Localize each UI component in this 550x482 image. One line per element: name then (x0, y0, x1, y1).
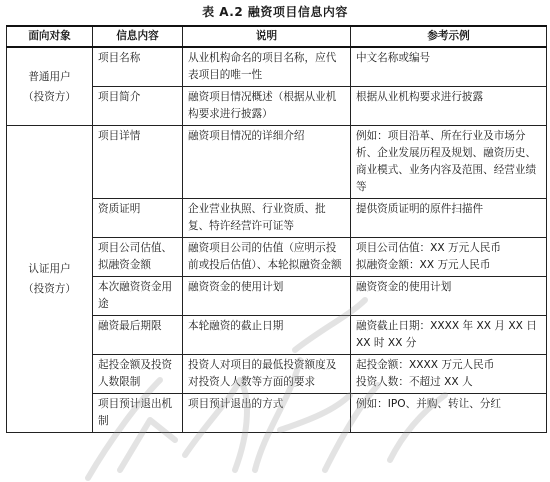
description-cell: 融资项目公司的估值（应明示投前或投后估值）、本轮拟融资金额 (183, 238, 351, 277)
header-item: 信息内容 (93, 26, 183, 47)
item-cell: 本次融资资金用途 (93, 277, 183, 316)
header-row (7, 26, 547, 47)
header-example: 参考示例 (351, 26, 547, 47)
header-description: 说明 (183, 26, 351, 47)
example-cell: 融资截止日期：XXXX 年 XX 月 XX 日 XX 时 XX 分 (351, 316, 547, 355)
description-cell: 本轮融资的截止日期 (183, 316, 351, 355)
table-caption: 表 A.2 融资项目信息内容 (202, 5, 348, 19)
example-cell: 融资资金的使用计划 (351, 277, 547, 316)
table-body (7, 47, 547, 433)
audience-cell: 普通用户 （投资方） (7, 47, 93, 126)
item-cell: 资质证明 (93, 199, 183, 238)
item-cell: 项目预计退出机制 (93, 394, 183, 433)
description-cell: 融资资金的使用计划 (183, 277, 351, 316)
item-cell: 项目简介 (93, 87, 183, 126)
table-row (7, 47, 547, 87)
example-cell: 例如：项目沿革、所在行业及市场分析、企业发展历程及规划、融资历史、商业模式、业务内容及范围、经营业绩等 (351, 126, 547, 199)
info-table (6, 25, 547, 433)
description-cell: 融资项目情况的详细介绍 (183, 126, 351, 199)
item-cell: 融资最后期限 (93, 316, 183, 355)
example-cell: 项目公司估值：XX 万元人民币 拟融资金额：XX 万元人民币 (351, 238, 547, 277)
example-cell: 起投金额：XXXX 万元人民币 投资人数：不超过 XX 人 (351, 355, 547, 394)
example-cell: 根据从业机构要求进行披露 (351, 87, 547, 126)
item-cell: 项目详情 (93, 126, 183, 199)
description-cell: 从业机构命名的项目名称，应代表项目的唯一性 (183, 47, 351, 87)
example-cell: 提供资质证明的原件扫描件 (351, 199, 547, 238)
item-cell: 起投金额及投资人数限制 (93, 355, 183, 394)
item-cell: 项目公司估值、拟融资金额 (93, 238, 183, 277)
example-cell: 中文名称或编号 (351, 47, 547, 87)
audience-cell: 认证用户 （投资方） (7, 126, 93, 433)
description-cell: 企业营业执照、行业资质、批复、特许经营许可证等 (183, 199, 351, 238)
table-row (7, 126, 547, 199)
description-cell: 投资人对项目的最低投资额度及对投资人人数等方面的要求 (183, 355, 351, 394)
description-cell: 项目预计退出的方式 (183, 394, 351, 433)
item-cell: 项目名称 (93, 47, 183, 87)
header-audience: 面向对象 (7, 26, 93, 47)
description-cell: 融资项目情况概述（根据从业机构要求进行披露） (183, 87, 351, 126)
example-cell: 例如：IPO、并购、转让、分红 (351, 394, 547, 433)
